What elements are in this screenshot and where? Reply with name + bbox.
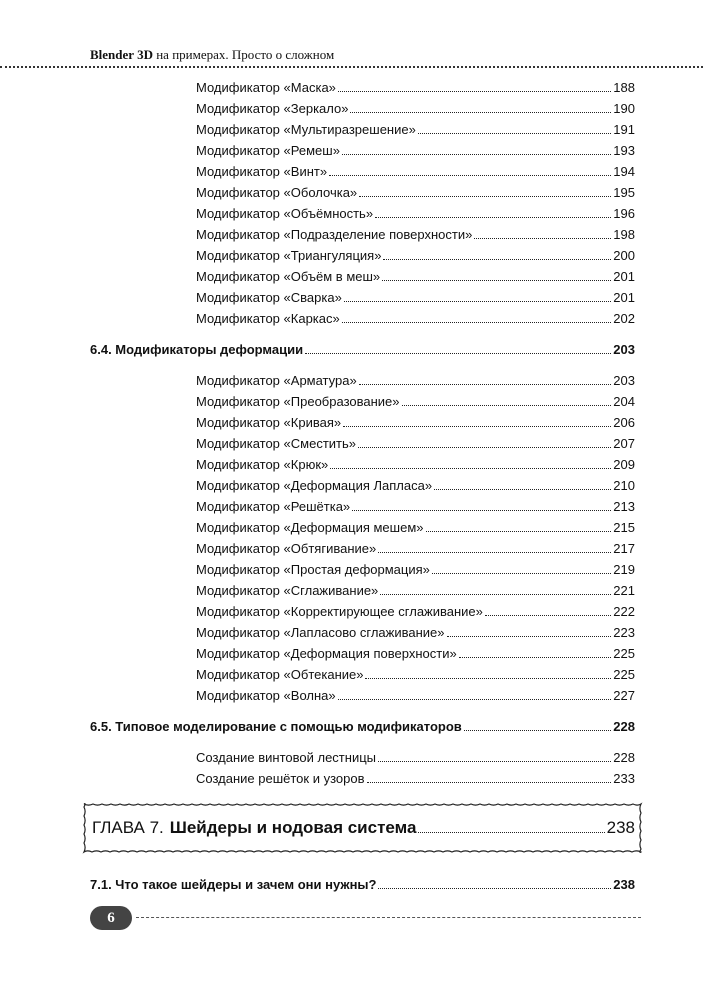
entry-name: «Лапласово сглаживание» (283, 625, 445, 640)
dot-leader (378, 888, 611, 889)
toc-entry[interactable] (196, 457, 635, 473)
entry-name: «Зеркало» (283, 101, 349, 116)
toc-entry[interactable] (196, 164, 635, 180)
dot-leader (365, 678, 611, 679)
entry-prefix: Модификатор (196, 394, 280, 409)
dot-leader (459, 657, 612, 658)
entry-page: 203 (613, 373, 635, 388)
entry-label (196, 604, 483, 620)
entry-name: «Сместить» (283, 436, 357, 451)
entry-page: 213 (613, 499, 635, 514)
section-title: 6.4. Модификаторы деформации (90, 342, 304, 357)
entry-page: 190 (613, 101, 635, 116)
dot-leader (380, 594, 611, 595)
entry-page: 198 (613, 227, 635, 242)
entry-name: «Деформация мешем» (283, 520, 424, 535)
dot-leader (305, 353, 611, 354)
entry-name: «Кривая» (283, 415, 342, 430)
toc-entry[interactable] (196, 227, 635, 243)
entry-name: «Волна» (283, 688, 336, 703)
entry-prefix: Модификатор (196, 646, 280, 661)
entry-page: 196 (613, 206, 635, 221)
toc-entry[interactable] (196, 80, 635, 96)
entry-page: 210 (613, 478, 635, 493)
dot-leader (359, 196, 611, 197)
entry-page: 201 (613, 290, 635, 305)
entry-page: 207 (613, 436, 635, 451)
entry-page: 215 (613, 520, 635, 535)
toc-entry[interactable] (196, 122, 635, 138)
entry-label (196, 667, 363, 683)
entry-page: 221 (613, 583, 635, 598)
entry-page: 195 (613, 185, 635, 200)
entry-prefix: Модификатор (196, 415, 280, 430)
entry-page: 233 (613, 771, 635, 786)
toc-section-7-1[interactable] (90, 877, 635, 893)
dot-leader (359, 384, 612, 385)
entry-label (196, 436, 356, 452)
entry-prefix: Модификатор (196, 290, 280, 305)
toc-entry[interactable] (196, 248, 635, 264)
dot-leader (382, 280, 611, 281)
entry-prefix: Модификатор (196, 80, 280, 95)
entry-label (196, 562, 430, 578)
entry-label (196, 541, 376, 557)
entry-label (196, 80, 336, 96)
entry-label (196, 771, 365, 787)
entry-label (196, 478, 432, 494)
dot-leader (343, 426, 611, 427)
entry-prefix: Модификатор (196, 436, 280, 451)
entry-prefix: Модификатор (196, 457, 280, 472)
entry-page: 222 (613, 604, 635, 619)
entry-name: «Преобразование» (283, 394, 400, 409)
dot-leader (418, 133, 611, 134)
entry-prefix: Модификатор (196, 625, 280, 640)
entry-page: 217 (613, 541, 635, 556)
toc-entry[interactable] (196, 750, 635, 766)
entry-name: «Триангуляция» (283, 248, 382, 263)
entry-prefix: Модификатор (196, 604, 280, 619)
entry-label (196, 415, 341, 431)
entry-name: «Деформация поверхности» (283, 646, 457, 661)
entry-page: 225 (613, 667, 635, 682)
entry-prefix: Модификатор (196, 269, 280, 284)
chapter-7-entry[interactable] (92, 818, 635, 838)
entry-prefix: Модификатор (196, 101, 280, 116)
toc-entry[interactable] (196, 394, 635, 410)
toc-entry[interactable] (196, 520, 635, 536)
toc-section[interactable] (90, 342, 635, 358)
entry-page: 228 (613, 719, 635, 734)
entry-name: «Деформация Лапласа» (283, 478, 433, 493)
dot-leader (338, 699, 612, 700)
entry-prefix: Модификатор (196, 583, 280, 598)
footer-divider (136, 917, 641, 918)
dot-leader (426, 531, 612, 532)
entry-name: «Сварка» (283, 290, 342, 305)
dot-leader (350, 112, 611, 113)
toc-entry[interactable] (196, 290, 635, 306)
entry-name: «Объёмность» (283, 206, 374, 221)
dot-leader (447, 636, 612, 637)
chapter-label: ГЛАВА 7. (92, 818, 164, 837)
entry-prefix: Модификатор (196, 122, 280, 137)
toc-entry[interactable] (196, 373, 635, 389)
dot-leader (474, 238, 611, 239)
dot-leader (402, 405, 612, 406)
entry-label (196, 122, 416, 138)
toc-entry[interactable] (196, 206, 635, 222)
entry-page: 227 (613, 688, 635, 703)
toc-entry[interactable] (196, 185, 635, 201)
entry-page: 228 (613, 750, 635, 765)
entry-name: «Крюк» (283, 457, 329, 472)
toc-entry[interactable] (196, 646, 635, 662)
entry-prefix: Модификатор (196, 562, 280, 577)
entry-page: 225 (613, 646, 635, 661)
entry-page: 223 (613, 625, 635, 640)
section-title: 6.5. Типовое моделирование с помощью модификаторов (90, 719, 462, 734)
dot-leader (358, 447, 611, 448)
entry-name: «Мультиразрешение» (283, 122, 416, 137)
entry-page: 202 (613, 311, 635, 326)
entry-label (196, 688, 336, 704)
entry-name: «Подразделение поверхности» (283, 227, 473, 242)
page-number-badge (90, 906, 132, 930)
toc-entry[interactable] (196, 478, 635, 494)
entry-label (196, 457, 328, 473)
dot-leader (329, 175, 611, 176)
toc-entry[interactable] (196, 436, 635, 452)
dot-leader (352, 510, 611, 511)
entry-page: 204 (613, 394, 635, 409)
entry-prefix: Модификатор (196, 688, 280, 703)
entry-page: 203 (613, 342, 635, 357)
toc-entry[interactable] (196, 415, 635, 431)
entry-label (196, 206, 373, 222)
entry-prefix: Модификатор (196, 520, 280, 535)
entry-prefix: Модификатор (196, 541, 280, 556)
page-number: 6 (107, 909, 115, 926)
entry-name: Создание решёток и узоров (196, 771, 365, 786)
book-title (90, 47, 334, 63)
dot-leader (485, 615, 611, 616)
toc-entry[interactable] (196, 143, 635, 159)
entry-prefix: Модификатор (196, 248, 280, 263)
entry-name: «Винт» (283, 164, 328, 179)
dot-leader (432, 573, 611, 574)
entry-name: «Каркас» (283, 311, 340, 326)
dot-leader (344, 301, 611, 302)
dot-leader (330, 468, 611, 469)
entry-prefix: Модификатор (196, 667, 280, 682)
entry-label (196, 290, 342, 306)
book-title-bold: Blender 3D (90, 47, 153, 62)
entry-label (196, 520, 424, 536)
entry-label (196, 185, 357, 201)
entry-prefix: Модификатор (196, 373, 280, 388)
entry-label (196, 164, 327, 180)
toc-entry[interactable] (196, 625, 635, 641)
entry-prefix: Модификатор (196, 206, 280, 221)
section-title: 7.1. Что такое шейдеры и зачем они нужны? (90, 877, 377, 892)
entry-label (196, 101, 348, 117)
toc-section[interactable] (90, 719, 635, 735)
entry-page: 219 (613, 562, 635, 577)
entry-label (196, 373, 357, 389)
entry-page: 201 (613, 269, 635, 284)
toc-entry[interactable] (196, 583, 635, 599)
dot-leader (464, 730, 612, 731)
dot-leader (434, 489, 611, 490)
dot-leader (383, 259, 611, 260)
entry-name: «Ремеш» (283, 143, 340, 158)
entry-label (196, 750, 376, 766)
entry-label (196, 625, 445, 641)
toc-entry[interactable] (196, 771, 635, 787)
entry-prefix: Модификатор (196, 311, 280, 326)
entry-name: «Решётка» (283, 499, 351, 514)
toc-entry[interactable] (196, 269, 635, 285)
entry-page: 193 (613, 143, 635, 158)
dot-leader (378, 761, 611, 762)
entry-label (196, 248, 381, 264)
entry-label (196, 269, 380, 285)
entry-prefix: Модификатор (196, 164, 280, 179)
entry-page: 194 (613, 164, 635, 179)
entry-page: 188 (613, 80, 635, 95)
chapter-title: Шейдеры и нодовая система (169, 818, 417, 837)
entry-name: «Сглаживание» (283, 583, 379, 598)
entry-prefix: Модификатор (196, 143, 280, 158)
toc-entry[interactable] (196, 499, 635, 515)
toc-entry[interactable] (196, 604, 635, 620)
entry-label (196, 143, 340, 159)
entry-label (196, 394, 400, 410)
entry-name: «Корректирующее сглаживание» (283, 604, 483, 619)
entry-page: 191 (613, 122, 635, 137)
toc-entry[interactable] (196, 101, 635, 117)
toc-entry[interactable] (196, 311, 635, 327)
entry-name: «Обтекание» (283, 667, 364, 682)
entry-name: «Простая деформация» (283, 562, 430, 577)
entry-name: Создание винтовой лестницы (196, 750, 376, 765)
header-divider (0, 66, 703, 68)
entry-label (196, 646, 457, 662)
chapter-page: 238 (606, 818, 635, 837)
entry-label (196, 499, 350, 515)
entry-label (196, 311, 340, 327)
toc-entry[interactable] (196, 541, 635, 557)
section-page: 238 (613, 877, 635, 892)
toc-entry[interactable] (196, 562, 635, 578)
entry-name: «Оболочка» (283, 185, 358, 200)
entry-name: «Маска» (283, 80, 336, 95)
entry-page: 209 (613, 457, 635, 472)
toc-entry[interactable] (196, 667, 635, 683)
dot-leader (342, 322, 612, 323)
entry-label (196, 227, 472, 243)
toc-entry[interactable] (196, 688, 635, 704)
dot-leader (378, 552, 611, 553)
entry-name: «Арматура» (283, 373, 357, 388)
entry-name: «Объём в меш» (283, 269, 381, 284)
dot-leader (367, 782, 612, 783)
dot-leader (375, 217, 611, 218)
entry-prefix: Модификатор (196, 478, 280, 493)
entry-prefix: Модификатор (196, 499, 280, 514)
dot-leader (342, 154, 611, 155)
entry-name: «Обтягивание» (283, 541, 377, 556)
entry-prefix: Модификатор (196, 185, 280, 200)
entry-page: 206 (613, 415, 635, 430)
entry-prefix: Модификатор (196, 227, 280, 242)
entry-label (196, 583, 378, 599)
entry-page: 200 (613, 248, 635, 263)
book-title-rest: на примерах. Просто о сложном (156, 47, 335, 62)
dot-leader (338, 91, 611, 92)
dot-leader (418, 832, 604, 833)
